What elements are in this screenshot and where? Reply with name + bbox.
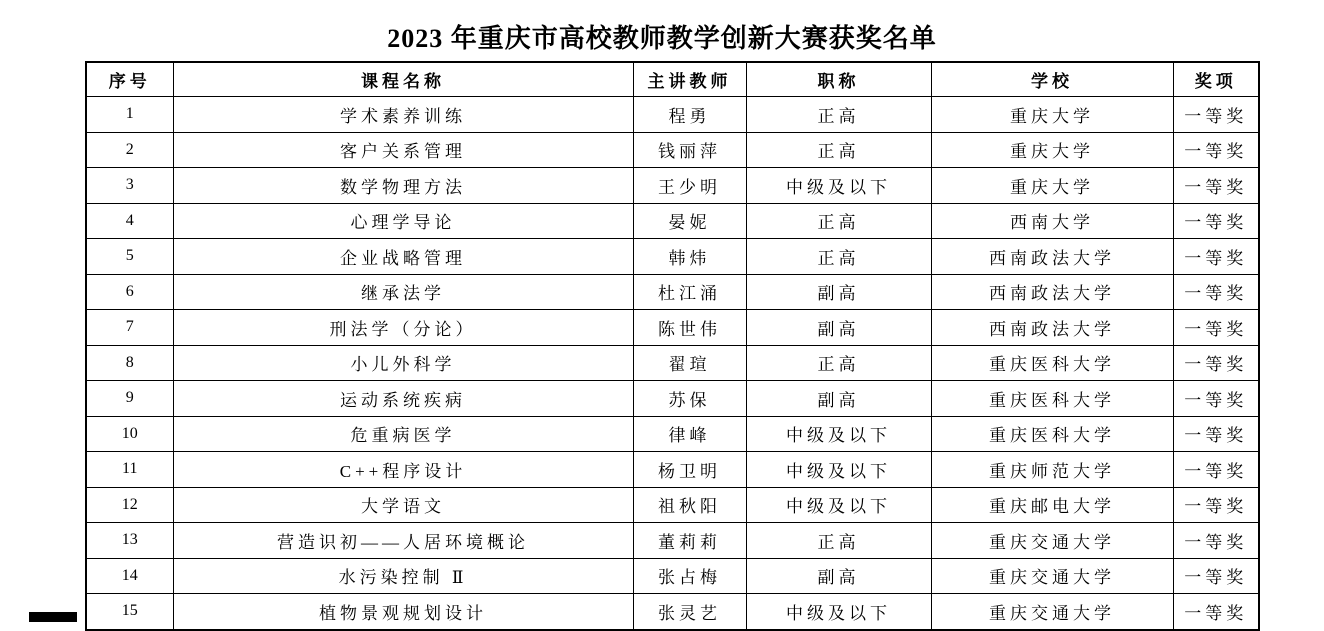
cell-teacher: 韩炜 (633, 239, 746, 275)
cell-school: 重庆交通大学 (931, 594, 1173, 630)
table-row (86, 310, 1259, 346)
cell-teacher: 钱丽萍 (633, 132, 746, 168)
table-row (86, 203, 1259, 239)
cell-school: 西南政法大学 (931, 274, 1173, 310)
cell-title: 副高 (746, 310, 931, 346)
page-title: 2023 年重庆市高校教师教学创新大赛获奖名单 (387, 24, 937, 53)
cell-teacher: 张占梅 (633, 558, 746, 594)
cell-award: 一等奖 (1173, 594, 1259, 630)
cell-award: 一等奖 (1173, 203, 1259, 239)
cell-award: 一等奖 (1173, 381, 1259, 417)
cell-school: 重庆医科大学 (931, 381, 1173, 417)
cell-course: C++程序设计 (173, 452, 633, 488)
table-row (86, 274, 1259, 310)
column-header-course: 课程名称 (173, 62, 633, 97)
cell-award: 一等奖 (1173, 168, 1259, 204)
cell-teacher: 翟瑄 (633, 345, 746, 381)
awards-table (85, 61, 1260, 631)
column-header-school: 学校 (931, 62, 1173, 97)
cell-school: 西南政法大学 (931, 310, 1173, 346)
cell-index: 11 (86, 452, 173, 488)
cell-award: 一等奖 (1173, 132, 1259, 168)
cell-teacher: 晏妮 (633, 203, 746, 239)
cell-index: 6 (86, 274, 173, 310)
cell-title: 副高 (746, 381, 931, 417)
column-header-award: 奖项 (1173, 62, 1259, 97)
cell-teacher: 陈世伟 (633, 310, 746, 346)
cell-title: 中级及以下 (746, 487, 931, 523)
cell-index: 7 (86, 310, 173, 346)
cell-teacher: 祖秋阳 (633, 487, 746, 523)
cell-index: 9 (86, 381, 173, 417)
cell-teacher: 董莉莉 (633, 523, 746, 559)
column-header-title: 职称 (746, 62, 931, 97)
cell-award: 一等奖 (1173, 452, 1259, 488)
cell-title: 正高 (746, 239, 931, 275)
cell-index: 5 (86, 239, 173, 275)
table-row (86, 345, 1259, 381)
table-row (86, 97, 1259, 133)
cell-course: 心理学导论 (173, 203, 633, 239)
table-row (86, 523, 1259, 559)
cell-award: 一等奖 (1173, 487, 1259, 523)
cell-index: 15 (86, 594, 173, 630)
cell-course: 小儿外科学 (173, 345, 633, 381)
cell-school: 重庆大学 (931, 168, 1173, 204)
table-row (86, 558, 1259, 594)
table-row (86, 239, 1259, 275)
cell-course: 客户关系管理 (173, 132, 633, 168)
cell-school: 重庆交通大学 (931, 558, 1173, 594)
table-row (86, 168, 1259, 204)
cell-school: 重庆大学 (931, 132, 1173, 168)
cell-award: 一等奖 (1173, 274, 1259, 310)
cell-award: 一等奖 (1173, 345, 1259, 381)
cell-title: 正高 (746, 97, 931, 133)
cell-school: 重庆医科大学 (931, 345, 1173, 381)
cell-course: 大学语文 (173, 487, 633, 523)
cell-course: 学术素养训练 (173, 97, 633, 133)
table-row (86, 416, 1259, 452)
table-row (86, 452, 1259, 488)
table-row (86, 487, 1259, 523)
cell-award: 一等奖 (1173, 416, 1259, 452)
cell-title: 正高 (746, 523, 931, 559)
cell-course: 运动系统疾病 (173, 381, 633, 417)
cell-course: 营造识初——人居环境概论 (173, 523, 633, 559)
cell-teacher: 王少明 (633, 168, 746, 204)
column-header-index: 序号 (86, 62, 173, 97)
cell-teacher: 张灵艺 (633, 594, 746, 630)
column-header-teacher: 主讲教师 (633, 62, 746, 97)
cell-school: 重庆医科大学 (931, 416, 1173, 452)
cell-title: 正高 (746, 345, 931, 381)
cell-title: 副高 (746, 558, 931, 594)
header-row (86, 62, 1259, 97)
cell-award: 一等奖 (1173, 239, 1259, 275)
cell-title: 副高 (746, 274, 931, 310)
table-row (86, 132, 1259, 168)
cell-teacher: 律峰 (633, 416, 746, 452)
cell-award: 一等奖 (1173, 523, 1259, 559)
cell-index: 2 (86, 132, 173, 168)
cell-school: 西南政法大学 (931, 239, 1173, 275)
cell-course: 危重病医学 (173, 416, 633, 452)
cell-title: 正高 (746, 132, 931, 168)
cell-title: 中级及以下 (746, 594, 931, 630)
cell-index: 4 (86, 203, 173, 239)
cell-school: 重庆交通大学 (931, 523, 1173, 559)
cell-title: 中级及以下 (746, 416, 931, 452)
cell-school: 重庆师范大学 (931, 452, 1173, 488)
table-row (86, 381, 1259, 417)
cell-school: 西南大学 (931, 203, 1173, 239)
cell-teacher: 程勇 (633, 97, 746, 133)
cell-school: 重庆大学 (931, 97, 1173, 133)
cell-index: 8 (86, 345, 173, 381)
cell-course: 企业战略管理 (173, 239, 633, 275)
bottom-left-artifact (29, 612, 77, 622)
cell-award: 一等奖 (1173, 97, 1259, 133)
cell-index: 12 (86, 487, 173, 523)
cell-index: 3 (86, 168, 173, 204)
cell-title: 中级及以下 (746, 168, 931, 204)
cell-teacher: 杨卫明 (633, 452, 746, 488)
cell-index: 13 (86, 523, 173, 559)
cell-teacher: 杜江涌 (633, 274, 746, 310)
cell-index: 10 (86, 416, 173, 452)
cell-index: 1 (86, 97, 173, 133)
cell-course: 植物景观规划设计 (173, 594, 633, 630)
cell-title: 中级及以下 (746, 452, 931, 488)
cell-course: 数学物理方法 (173, 168, 633, 204)
cell-course: 水污染控制 Ⅱ (173, 558, 633, 594)
cell-award: 一等奖 (1173, 310, 1259, 346)
cell-course: 继承法学 (173, 274, 633, 310)
cell-teacher: 苏保 (633, 381, 746, 417)
table-row (86, 594, 1259, 630)
cell-title: 正高 (746, 203, 931, 239)
cell-course: 刑法学（分论） (173, 310, 633, 346)
cell-index: 14 (86, 558, 173, 594)
cell-award: 一等奖 (1173, 558, 1259, 594)
cell-school: 重庆邮电大学 (931, 487, 1173, 523)
